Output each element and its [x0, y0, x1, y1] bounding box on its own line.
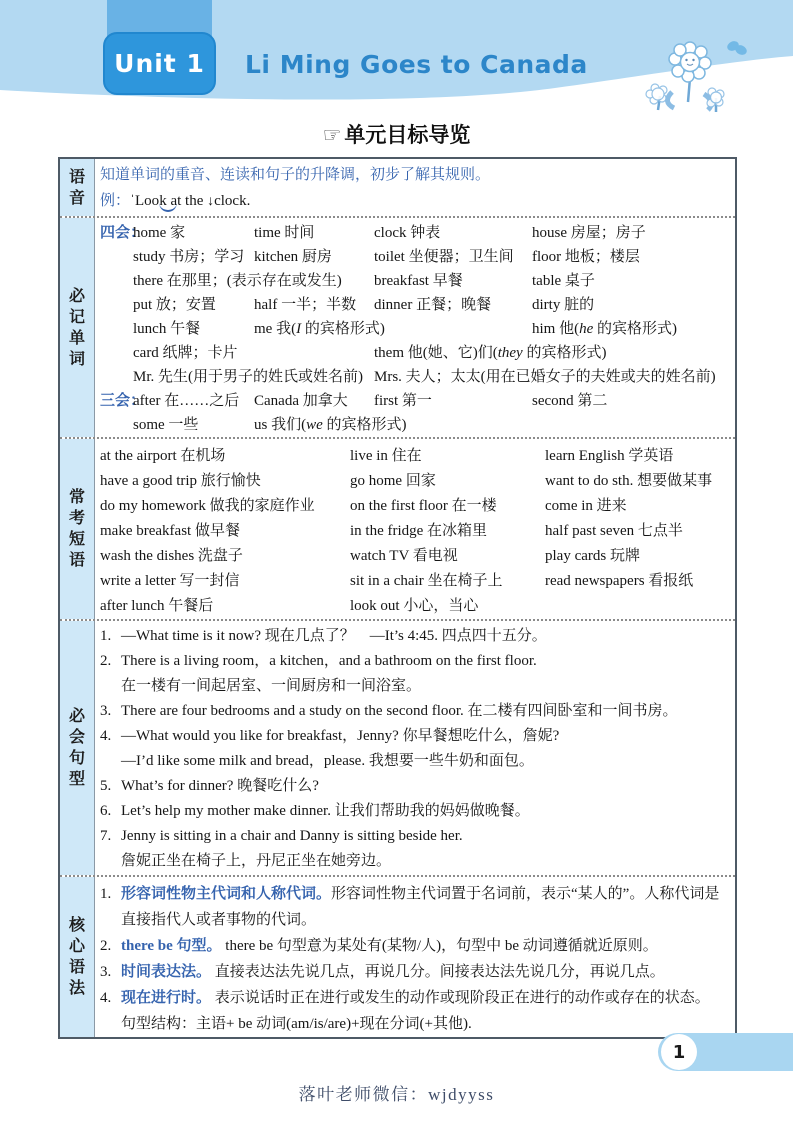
word-line	[100, 317, 731, 341]
phrase-entry: read newspapers 看报纸	[545, 573, 694, 589]
section-phrases	[60, 437, 735, 619]
word-entry: house 房屋；房子	[532, 225, 646, 241]
sentence-text: Let’s help my mother make dinner. 让我们帮助我的妈妈做晚餐。	[121, 803, 530, 819]
word-line	[100, 245, 731, 269]
sentence-number: 6.	[100, 803, 112, 819]
phrase-entry: at the airport 在机场	[100, 448, 226, 464]
grammar-body: 形容词性物主代词置于名词前，表示“某人的”。人称代词是	[331, 886, 720, 902]
phrase-row	[100, 544, 731, 569]
section-words	[60, 216, 735, 437]
word-entry: them 他(她、它)们(they 的宾格形式)	[374, 345, 607, 361]
sentence-number: 4.	[100, 728, 112, 744]
word-entry: home 家	[133, 225, 186, 241]
sentence-text: —What time is it now? 现在几点了？ —It’s 4:45. 四点四十五分。	[121, 628, 547, 644]
grammar-text	[121, 881, 731, 907]
word-entry: first 第一	[374, 393, 432, 409]
grammar-body: 句型结构：主语+ be 动词(am/is/are)+现在分词(+其他).	[121, 1016, 472, 1032]
grammar-body: 表示说话时正在进行或发生的动作或现阶段正在进行的动作或存在的状态。	[211, 990, 710, 1006]
sentence-number: 1.	[100, 628, 112, 644]
sentence-number: 3.	[100, 703, 112, 719]
section-label-phonetics: 语音	[60, 159, 95, 216]
grammar-term: there be 句型。	[121, 938, 222, 954]
falling-tone-arrow-icon: ↓	[207, 194, 215, 209]
word-line	[100, 389, 731, 413]
phonetics-goal: 知道单词的重音、连读和句子的升降调，初步了解其规则。	[100, 167, 491, 183]
phrase-entry: half past seven 七点半	[545, 523, 683, 539]
word-entry: time 时间	[254, 225, 315, 241]
section-phonetics	[60, 159, 735, 216]
phrase-entry: live in 住在	[350, 448, 422, 464]
grammar-text	[121, 959, 731, 985]
sentence-text: —What would you like for breakfast，Jenny? 你早餐想吃什么，詹妮?	[121, 728, 560, 744]
sentence-line	[100, 649, 731, 674]
word-entry: dinner 正餐；晚餐	[374, 297, 492, 313]
word-entry: breakfast 早餐	[374, 273, 463, 289]
grammar-line	[100, 907, 731, 933]
grammar-lines	[95, 877, 735, 1037]
unit-title: Li Ming Goes to Canada	[245, 50, 588, 79]
word-entry: some 一些	[133, 417, 199, 433]
objectives-table	[58, 157, 737, 1039]
word-entry: lunch 午餐	[133, 321, 201, 337]
phrase-row	[100, 519, 731, 544]
sentence-line	[100, 799, 731, 824]
grammar-text	[121, 1011, 731, 1037]
sentence-text: There are four bedrooms and a study on the second floor. 在二楼有四间卧室和一间书房。	[121, 703, 678, 719]
word-line	[100, 221, 731, 245]
word-level-prefix: 三会：	[100, 393, 146, 409]
grammar-number: 1.	[100, 886, 112, 902]
words-lines	[95, 218, 735, 437]
phrase-entry: after lunch 午餐后	[100, 598, 214, 614]
grammar-line	[100, 959, 731, 985]
phrase-row	[100, 494, 731, 519]
word-line	[100, 293, 731, 317]
phonetics-example: 例：ˈLook at the ↓clock.	[100, 188, 731, 215]
section-label-phrases: 常考短语	[60, 439, 95, 619]
sentence-text: 在一楼有一间起居室、一间厨房和一间浴室。	[121, 678, 422, 694]
sentence-text: 詹妮正坐在椅子上，丹尼正坐在她旁边。	[121, 853, 392, 869]
page-heading	[0, 119, 793, 149]
section-label-words: 必记单词	[60, 218, 95, 437]
grammar-text	[121, 933, 731, 959]
section-label-grammar: 核心语法	[60, 877, 95, 1037]
word-entry: Mr. 先生(用于男子的姓氏或姓名前)	[133, 369, 363, 385]
word-entry: us 我们(we 的宾格形式)	[254, 417, 407, 433]
phrase-entry: go home 回家	[350, 473, 436, 489]
sentence-number	[100, 849, 121, 874]
sentence-number	[100, 749, 121, 774]
word-entry: me 我(I 的宾格形式)	[254, 321, 385, 337]
sentence-line	[100, 774, 731, 799]
wechat-watermark: 落叶老师微信：wjdyyss	[298, 1085, 495, 1104]
sentences-lines	[95, 621, 735, 875]
sentence-line	[100, 699, 731, 724]
phrase-entry: do my homework 做我的家庭作业	[100, 498, 315, 514]
phrase-row	[100, 569, 731, 594]
word-line	[100, 269, 731, 293]
word-entry: Mrs. 夫人；太太(用在已婚女子的夫姓或夫的姓名前)	[374, 369, 716, 385]
word-line	[100, 341, 731, 365]
sentence-number	[100, 674, 121, 699]
page-number-badge	[658, 1033, 793, 1071]
grammar-number	[100, 1011, 121, 1037]
word-entry: there 在那里；(表示存在或发生)	[133, 273, 342, 289]
phrase-entry: on the first floor 在一楼	[350, 498, 497, 514]
sentence-line	[100, 624, 731, 649]
word-entry: kitchen 厨房	[254, 249, 332, 265]
pointing-hand-icon: ☞	[322, 124, 342, 147]
grammar-text	[121, 907, 731, 933]
word-entry: second 第二	[532, 393, 608, 409]
page-number: 1	[661, 1034, 697, 1070]
grammar-line	[100, 1011, 731, 1037]
phrase-entry: wash the dishes 洗盘子	[100, 548, 243, 564]
word-entry: clock 钟表	[374, 225, 441, 241]
liaison-arc: k a	[159, 193, 177, 212]
word-entry: Canada 加拿大	[254, 393, 348, 409]
word-entry: card 纸牌；卡片	[133, 345, 238, 361]
phrase-entry: come in 进来	[545, 498, 627, 514]
grammar-number: 3.	[100, 964, 112, 980]
word-entry: put 放；安置	[133, 297, 216, 313]
phrase-entry: learn English 学英语	[545, 448, 674, 464]
sentence-number: 7.	[100, 828, 112, 844]
word-level-prefix: 四会：	[100, 225, 146, 241]
phrase-entry: play cards 玩牌	[545, 548, 640, 564]
sentence-line	[100, 724, 731, 749]
phrase-entry: write a letter 写一封信	[100, 573, 240, 589]
page-heading-text: 单元目标导览	[344, 124, 471, 147]
phrase-entry: have a good trip 旅行愉快	[100, 473, 261, 489]
phrase-entry: look out 小心，当心	[350, 598, 479, 614]
word-entry: floor 地板；楼层	[532, 249, 640, 265]
grammar-line	[100, 985, 731, 1011]
word-entry: half 一半；半数	[254, 297, 357, 313]
word-entry: study 书房；学习	[133, 249, 245, 265]
sentence-text: Jenny is sitting in a chair and Danny is sitting beside her.	[121, 828, 463, 844]
grammar-text	[121, 985, 731, 1011]
grammar-term: 现在进行时。	[121, 990, 212, 1006]
sentence-line	[100, 849, 731, 874]
grammar-body: 直接指代人或者事物的代词。	[121, 912, 317, 928]
sentence-text: What’s for dinner? 晚餐吃什么?	[121, 778, 319, 794]
sentence-line	[100, 749, 731, 774]
sentence-line	[100, 674, 731, 699]
phrase-row	[100, 444, 731, 469]
section-grammar	[60, 875, 735, 1037]
sentence-text: —I’d like some milk and bread，please. 我想要一些牛奶和面包。	[121, 753, 534, 769]
word-line	[100, 413, 731, 437]
phrase-entry: sit in a chair 坐在椅子上	[350, 573, 503, 589]
phrase-entry: make breakfast 做早餐	[100, 523, 240, 539]
phrase-row	[100, 594, 731, 619]
grammar-line	[100, 881, 731, 907]
word-entry: toilet 坐便器；卫生间	[374, 249, 514, 265]
word-entry: dirty 脏的	[532, 297, 595, 313]
phrase-entry: in the fridge 在冰箱里	[350, 523, 488, 539]
grammar-number	[100, 907, 121, 933]
phrases-rows	[95, 439, 735, 619]
grammar-number: 4.	[100, 990, 112, 1006]
word-entry: table 桌子	[532, 273, 595, 289]
grammar-number: 2.	[100, 938, 112, 954]
word-entry: him 他(he 的宾格形式)	[532, 321, 678, 337]
word-line	[100, 365, 731, 389]
sentence-text: There is a living room，a kitchen，and a bathroom on the first floor.	[121, 653, 537, 669]
grammar-line	[100, 933, 731, 959]
sentence-number: 5.	[100, 778, 112, 794]
grammar-body: there be 句型意为某处有(某物/人)，句型中 be 动词遵循就近原则。	[221, 938, 658, 954]
grammar-body: 直接表达法先说几点，再说几分。间接表达法先说几分，再说几点。	[211, 964, 665, 980]
word-entry: after 在……之后	[133, 393, 240, 409]
phrase-row	[100, 469, 731, 494]
grammar-term: 时间表达法。	[121, 964, 212, 980]
unit-badge: Unit 1	[103, 32, 216, 95]
section-sentences	[60, 619, 735, 875]
section-label-sentences: 必会句型	[60, 621, 95, 875]
sentence-line	[100, 824, 731, 849]
grammar-term: 形容词性物主代词和人称代词。	[121, 886, 332, 902]
phrase-entry: want to do sth. 想要做某事	[545, 473, 713, 489]
phrase-entry: watch TV 看电视	[350, 548, 458, 564]
sentence-number: 2.	[100, 653, 112, 669]
